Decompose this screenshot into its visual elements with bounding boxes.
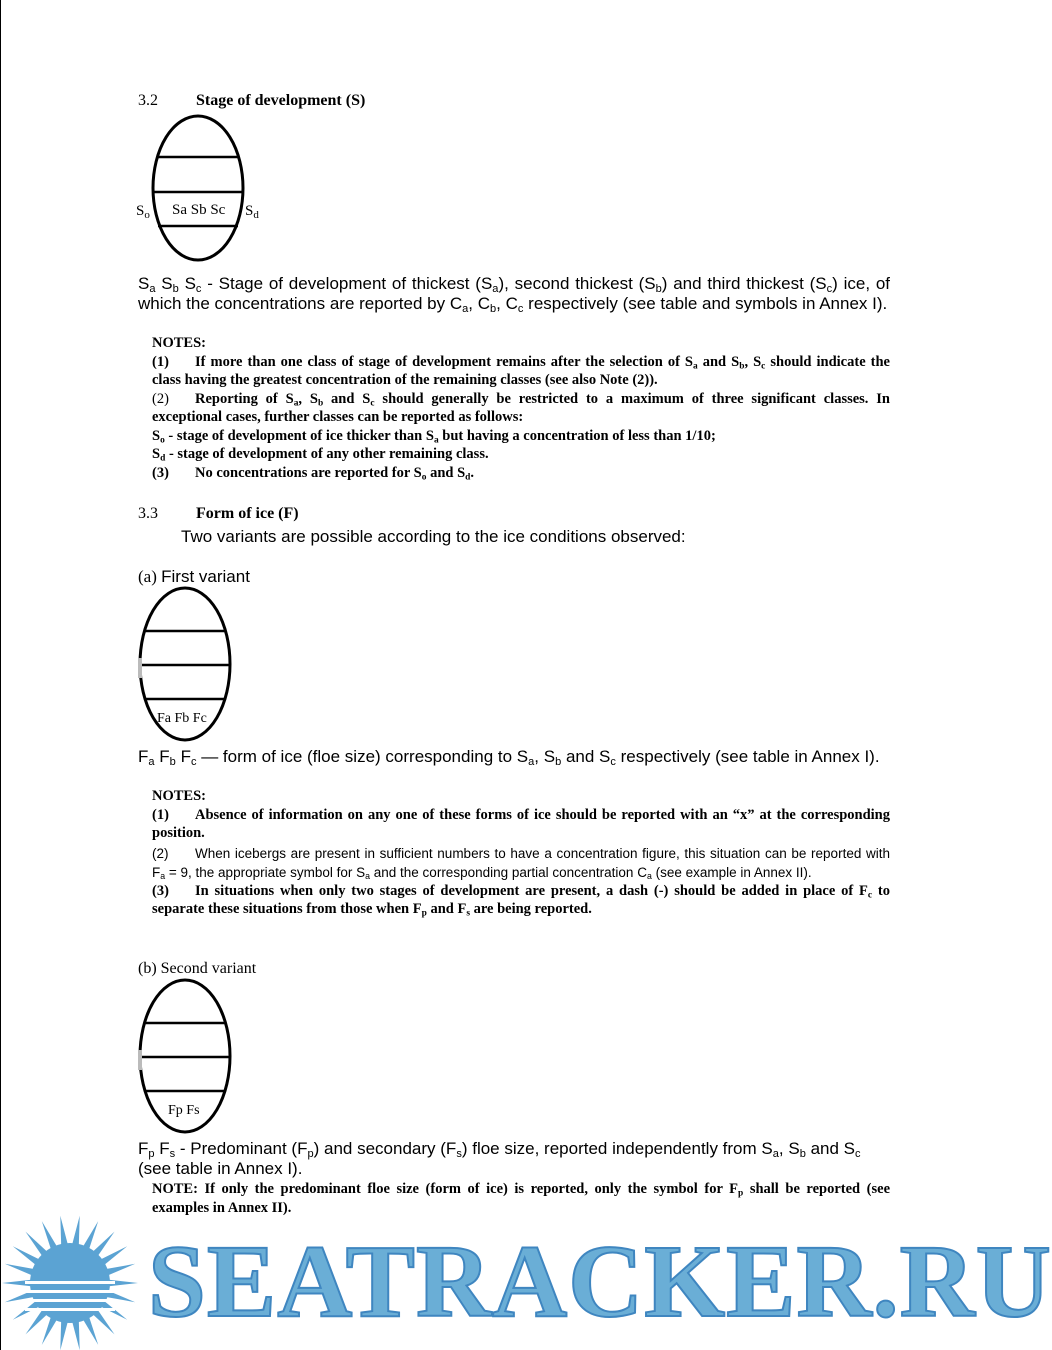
notes-heading: NOTES: [152,788,206,804]
section-3-2-number: 3.2 [138,92,158,109]
notes-heading: NOTES: [152,335,206,351]
s-description: $S_a$ $S_b$ $S_c$ - Stage of development of thickest $(S_a)$, second thickest $(S_b)$ and third thickest $(S_c)$ ice, of which the concentrations are reported by $C_a$, $C_b$, $C_c$ respectively (see table and symbols in Annex I). [138,274,891,315]
f-description: $F_a$ $F_b$ $F_c$ — form of ice (floe size) corresponding to $S_a$, $S_b$ and $S_c$ respectively (see table in Annex I). [138,747,880,768]
sun-logo-icon [0,1208,145,1350]
watermark-text: SEATRACKER.RU [148,1224,1052,1339]
section-3-3-number: 3.3 [138,505,158,522]
sun-stripe [25,1281,115,1284]
stage-of-development-diagram [130,112,270,272]
note-1: (1) Absence of information on any one of these forms of ice should be reported with an “x” at the corresponding position. [152,806,890,841]
note-1: (1) If more than one class of stage of development remains after the selection of $S_a$ and $S_b$, $S_c$ should indicate the class having the greatest concentration of the remaining classes (see also Note (2)). [152,353,890,388]
diagram-label-fp-fs: Fp Fs [168,1103,200,1118]
note-final: NOTE: If only the predominant floe size (form of ice) is reported, only the symbol for $F_p$ shall be reported (see examples in Annex II). [152,1181,891,1216]
sun-ray [105,1264,135,1276]
section-3-3-title: Form of ice (F) [196,505,299,522]
diagram-label-sa-sb-sc: Sa Sb Sc [172,202,226,218]
diagram-tick [138,1050,142,1070]
section-3-2-title: Stage of development (S) [196,92,366,109]
note-3: (3) No concentrations are reported for $S_o$ and $S_d$. [152,464,474,482]
variant-b-label: (b) Second variant [138,960,257,977]
sun-stripe [25,1308,115,1311]
notes-form-of-ice [152,787,890,919]
note-2: (2) Reporting of $S_a$, $S_b$ and $S_c$ should generally be restricted to a maximum of three significant classes. In exceptional cases, further classes can be reported as follows: [152,390,891,425]
fp-fs-description: $F_p$ $F_s$ - Predominant $(F_p)$ and secondary $(F_s)$ floe size, reported independently from $S_a$, $S_b$ and $S_c$ (see table in Annex I). [138,1139,861,1178]
section-3-3-intro: Two variants are possible according to the ice conditions observed: [181,527,686,546]
form-of-ice-first-variant-diagram [132,584,242,749]
sun-ray [83,1316,99,1345]
sun-ray [60,1320,68,1350]
diagram-label-sd: $S_d$ [245,203,259,221]
sun-ray [83,1221,99,1250]
sun-ray [72,1216,80,1246]
notes-stage-of-development [152,334,890,482]
sun-ray [72,1320,80,1350]
sun-ray [5,1264,35,1276]
sun-ray [60,1216,68,1246]
diagram-tick [138,658,142,678]
note-sd-line: $S_d$ - stage of development of any other remaining class. [152,446,489,464]
form-of-ice-second-variant-diagram [132,976,242,1141]
sun-stripe [25,1299,115,1302]
sun-ray [42,1316,58,1345]
note-2: (2) When icebergs are present in sufficient numbers to have a concentration figure, this situation can be reported with $F_a = 9$, the appropriate symbol for $S_a$ and the corresponding partial concentration $C_a$ (see example in Annex II). [152,845,890,881]
sun-stripe [25,1290,115,1293]
note-3: (3) In situations when only two stages of development are present, a dash (-) should be added in place of $F_c$ to separate these situations from those when $F_p$ and $F_s$ are being reported. [152,882,890,919]
diagram-label-fa-fb-fc: Fa Fb Fc [157,711,207,726]
sun-ray [42,1221,58,1250]
page-left-edge [0,0,1,1350]
note-so-line: $S_o$ - stage of development of ice thicker than $S_a$ but having a concentration of less than 1/10; [152,427,716,445]
diagram-label-so: $S_o$ [136,203,150,221]
diagram-ellipse [153,116,243,260]
variant-a-label: (a) First variant [138,567,250,586]
